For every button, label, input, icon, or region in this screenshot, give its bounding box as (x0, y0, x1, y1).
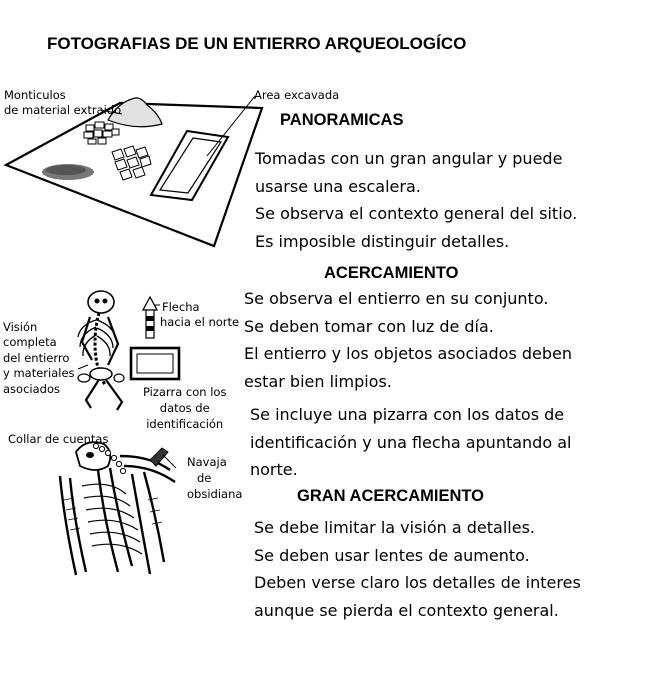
page-title: FOTOGRAFIAS DE UN ENTIERRO ARQUEOLOGÍCO (47, 34, 467, 53)
label-line: Pizarra con los (143, 385, 227, 399)
text-line: norte. (250, 460, 298, 479)
label-line: Navaja (187, 455, 227, 469)
label-area-excavada: Area excavada (254, 88, 340, 102)
panoramicas-text (255, 145, 577, 255)
label-line: hacia el norte (160, 315, 240, 329)
label-line: Visión (3, 320, 38, 334)
label-line: completa (3, 335, 57, 350)
label-line: Monticulos (4, 88, 66, 102)
gran-acercamiento-text (254, 514, 581, 624)
label-line: obsidiana (187, 487, 243, 501)
text-line: Es imposible distinguir detalles. (255, 231, 510, 251)
text-line: Tomadas con un gran angular y puede (255, 149, 563, 168)
label-navaja (187, 454, 242, 502)
label-line: de (197, 471, 212, 485)
label-pizarra (143, 384, 226, 432)
text-line: Deben verse claro los detalles de interes (254, 573, 581, 592)
text-line: Se deben tomar con luz de día. (244, 316, 494, 336)
acercamiento-text-2 (250, 401, 571, 484)
acercamiento-text-1 (244, 285, 572, 395)
label-line: datos de (159, 401, 210, 415)
text-line: usarse una escalera. (255, 176, 421, 196)
text-line: Se observa el contexto general del sitio. (255, 204, 578, 223)
label-line: y materiales (3, 366, 75, 381)
label-line: del entierro (3, 350, 70, 365)
label-collar: Collar de cuentas (8, 432, 109, 446)
label-vision (3, 320, 75, 397)
text-line: identificación y una flecha apuntando al (250, 432, 572, 452)
text-line: estar bien limpios. (244, 371, 392, 391)
text-line: Se incluye una pizarra con los datos de (250, 405, 565, 424)
heading-gran-acercamiento: GRAN ACERCAMIENTO (297, 487, 485, 505)
heading-panoramicas: PANORAMICAS (280, 111, 404, 129)
text-line: aunque se pierda el contexto general. (254, 600, 559, 620)
text-line: Se debe limitar la visión a detalles. (254, 518, 536, 537)
label-monticulos (4, 88, 121, 118)
text-line: El entierro y los objetos asociados deben (244, 344, 572, 363)
label-line: Flecha (162, 300, 200, 314)
text-line: Se observa el entierro en su conjunto. (244, 289, 549, 308)
label-flecha (160, 300, 239, 330)
label-line: de material extraido (4, 103, 122, 117)
text-line: Se deben usar lentes de aumento. (254, 545, 530, 565)
label-line: identificación (146, 417, 224, 431)
label-line: asociados (3, 381, 60, 396)
heading-acercamiento: ACERCAMIENTO (324, 264, 459, 282)
